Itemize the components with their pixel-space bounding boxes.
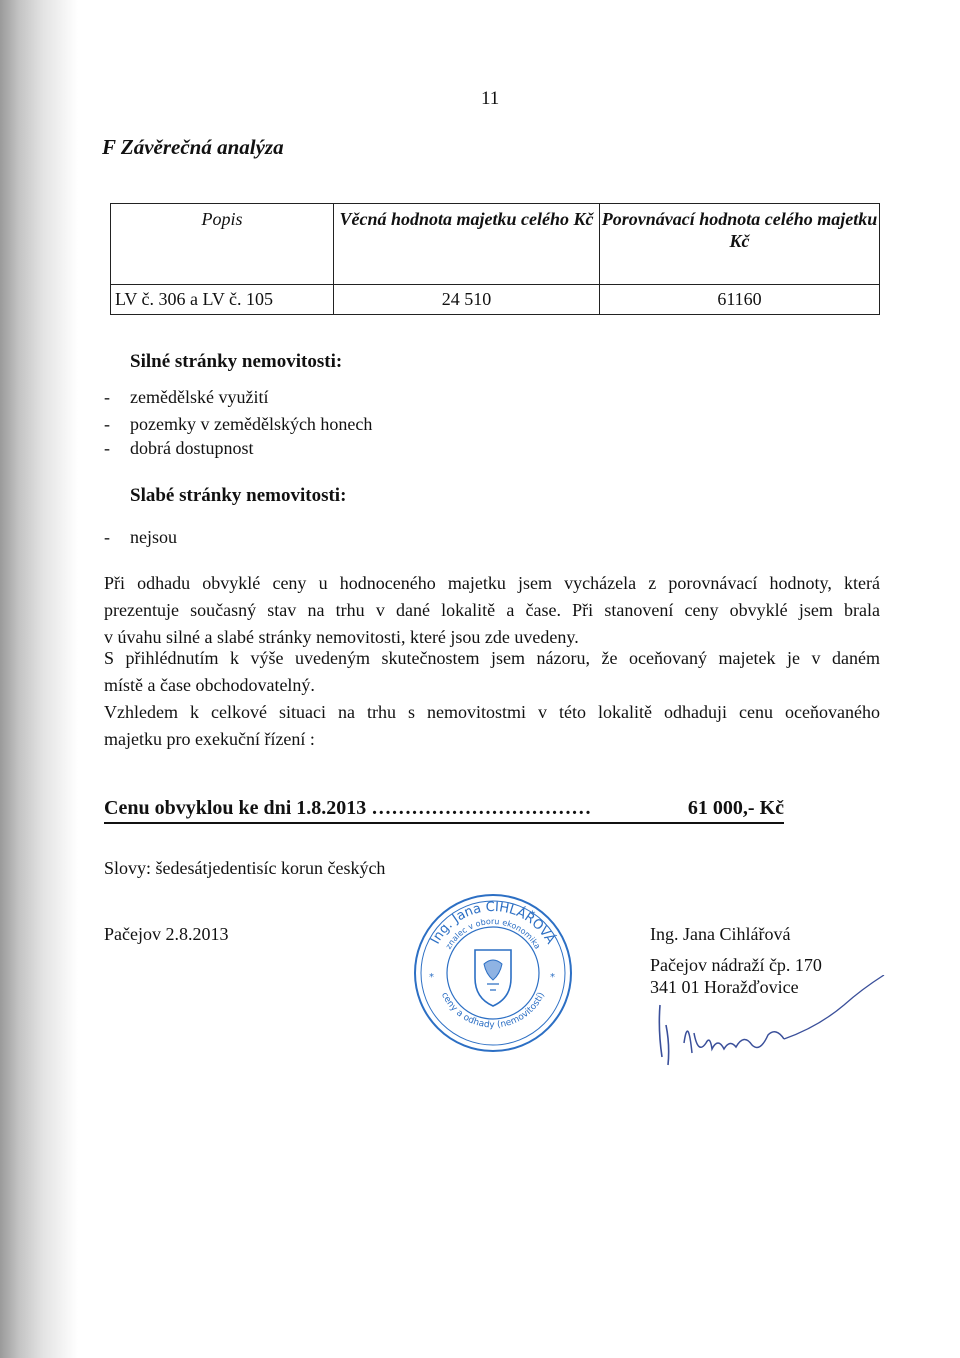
header-vecna-hodnota: Věcná hodnota majetku celého Kč [334,204,600,285]
list-item: - dobrá dostupnost [104,438,254,458]
svg-text:*: * [429,972,434,983]
scan-binding-shadow [0,0,78,1358]
table-header-row [111,204,880,285]
header-porovnavaci-hodnota: Porovnávací hodnota celého majetku Kč [600,204,880,285]
signatory-address-1: Pačejov nádraží čp. 170 [650,955,822,975]
section-title: F Závěrečná analýza [102,135,284,159]
list-item: - zemědělské využití [104,387,269,407]
cell-comparative-value: 61160 [600,285,880,315]
paragraph-odhad: Při odhadu obvyklé ceny u hodnoceného majetku jsem vycházela z porovnávací hodnoty, která prezentuje současný stav na trhu v dané lokalitě a čase. Při stanovení ceny obvyklé jsem brala v úvahu silné a slabé stránky nemovitosti, které jsou zde uvedeny. [104,573,880,647]
paragraph-vzhledem: Vzhledem k celkové situaci na trhu s nemovitostmi v této lokalitě odhaduji cenu oceňovaného majetku pro exekuční řízení : [104,702,880,749]
weaknesses-heading: Slabé stránky nemovitosti: [130,485,347,506]
summary-table [110,203,880,315]
price-underline [104,822,784,824]
header-popis: Popis [111,204,334,285]
cell-real-value: 24 510 [334,285,600,315]
price-statement [104,797,784,825]
strengths-heading: Silné stránky nemovitosti: [130,351,343,372]
page-number: 11 [481,88,500,109]
stamp-text: Ing. Jana CIHLÁŘOVÁ [428,899,558,947]
price-in-words: Slovy: šedesátjedentisíc korun českých [104,858,386,878]
list-item: - pozemky v zemědělských honech [104,414,373,434]
list-item: - nejsou [104,527,177,547]
table-row [111,285,880,315]
expert-stamp [412,892,574,1054]
stamp-text: ceny a odhady (nemovitostí) [438,990,548,1031]
stamp-text: znalec v oboru ekonomika [443,916,543,951]
signatory-address-2: 341 01 Horažďovice [650,977,799,997]
price-value: 61 000,- Kč [687,797,784,819]
paragraph-prihlednuti: S přihlédnutím k výše uvedeným skutečnostem jsem názoru, že oceňovaný majetek je v daném místě a čase obchodovatelný. [104,648,880,695]
signatory-name: Ing. Jana Cihlářová [650,924,791,944]
place-and-date: Pačejov 2.8.2013 [104,924,229,944]
handwritten-signature [648,975,888,1075]
cell-description: LV č. 306 a LV č. 105 [111,285,334,315]
svg-text:*: * [550,972,555,983]
price-label: Cenu obvyklou ke dni 1.8.2013 …………………………… [104,797,592,819]
